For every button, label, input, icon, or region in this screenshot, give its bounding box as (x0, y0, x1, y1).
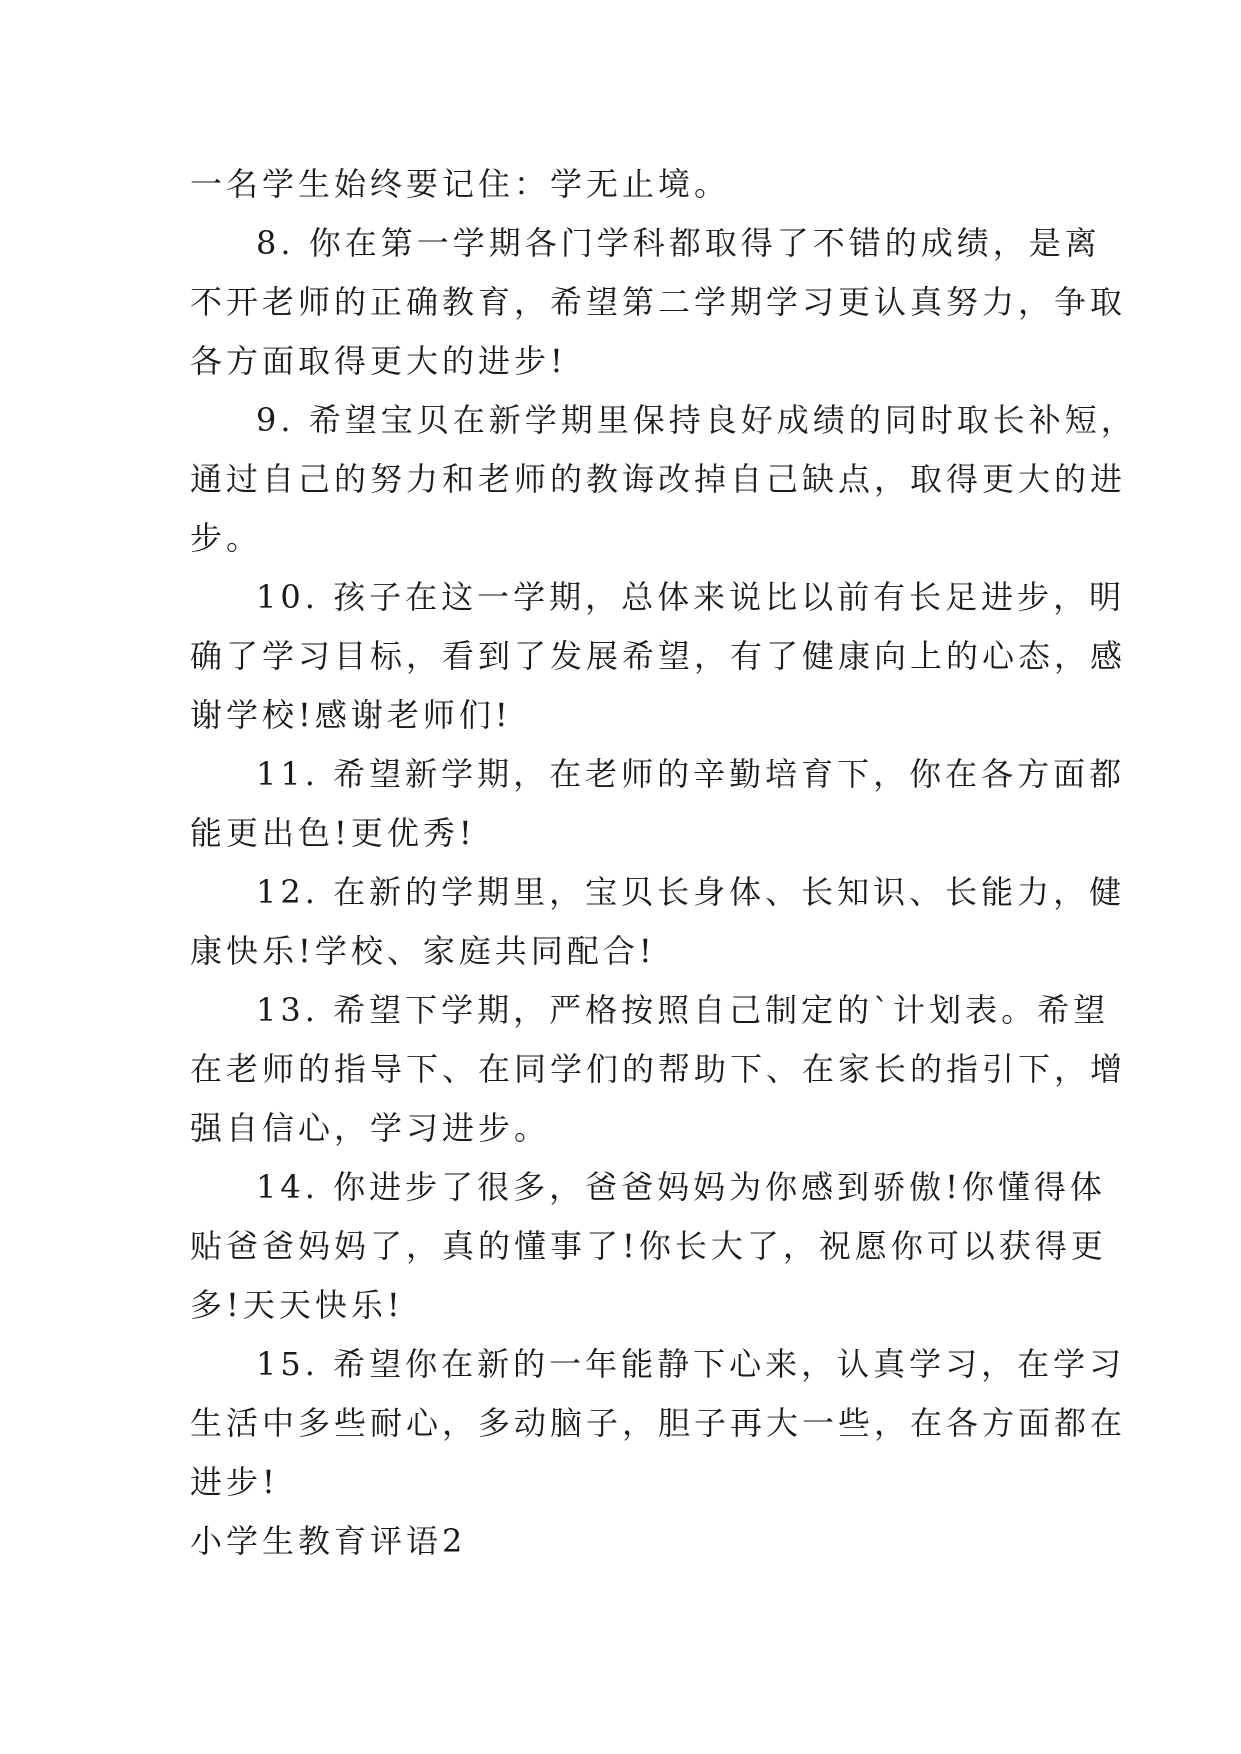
comment-item-11 (190, 745, 1126, 863)
text-line: 在老师的指导下、在同学们的帮助下、在家长的指引下，增 (190, 1050, 1127, 1088)
continuation-paragraph (190, 155, 1060, 214)
text-line: 一名学生始终要记住：学无止境。 (190, 165, 731, 203)
text-line: 8. 你在第一学期各门学科都取得了不错的成绩，是离 (256, 224, 1101, 262)
text-line: 生活中多些耐心，多动脑子，胆子再大一些，在各方面都在 (190, 1404, 1127, 1442)
text-line: 15. 希望你在新的一年能静下心来，认真学习，在学习 (256, 1345, 1126, 1383)
text-line: 12. 在新的学期里，宝贝长身体、长知识、长能力，健 (256, 873, 1126, 911)
text-line: 康快乐!学校、家庭共同配合! (190, 932, 656, 970)
document-body (190, 155, 1137, 1571)
text-line: 13. 希望下学期，严格按照自己制定的`计划表。希望 (256, 991, 1110, 1029)
comment-item-15 (190, 1335, 1127, 1512)
text-line: 14. 你进步了很多，爸爸妈妈为你感到骄傲!你懂得体 (256, 1168, 1106, 1206)
text-line: 能更出色!更优秀! (190, 814, 476, 852)
text-line: 多!天天快乐! (190, 1286, 404, 1324)
text-line: 9. 希望宝贝在新学期里保持良好成绩的同时取长补短， (256, 401, 1137, 439)
comment-item-13 (190, 981, 1127, 1158)
text-line: 通过自己的努力和老师的教诲改掉自己缺点，取得更大的进 (190, 460, 1127, 498)
comment-item-8 (190, 214, 1127, 391)
text-line: 谢学校!感谢老师们! (190, 696, 512, 734)
text-line: 贴爸爸妈妈了，真的懂事了!你长大了，祝愿你可以获得更 (190, 1227, 1107, 1265)
text-line: 强自信心，学习进步。 (190, 1109, 551, 1147)
text-line: 进步! (190, 1463, 279, 1501)
text-line: 步。 (190, 519, 263, 557)
text-line: 不开老师的正确教育，希望第二学期学习更认真努力，争取 (190, 283, 1127, 321)
comment-item-14 (190, 1158, 1107, 1335)
section-heading: 小学生教育评语2 (190, 1522, 467, 1560)
comment-item-10 (190, 568, 1127, 745)
comment-item-12 (190, 863, 1126, 981)
text-line: 各方面取得更大的进步! (190, 342, 567, 380)
text-line: 确了学习目标，看到了发展希望，有了健康向上的心态，感 (190, 637, 1127, 675)
text-line: 11. 希望新学期，在老师的辛勤培育下，你在各方面都 (256, 755, 1126, 793)
text-line: 10. 孩子在这一学期，总体来说比以前有长足进步，明 (256, 578, 1126, 616)
comment-item-9 (190, 391, 1137, 568)
